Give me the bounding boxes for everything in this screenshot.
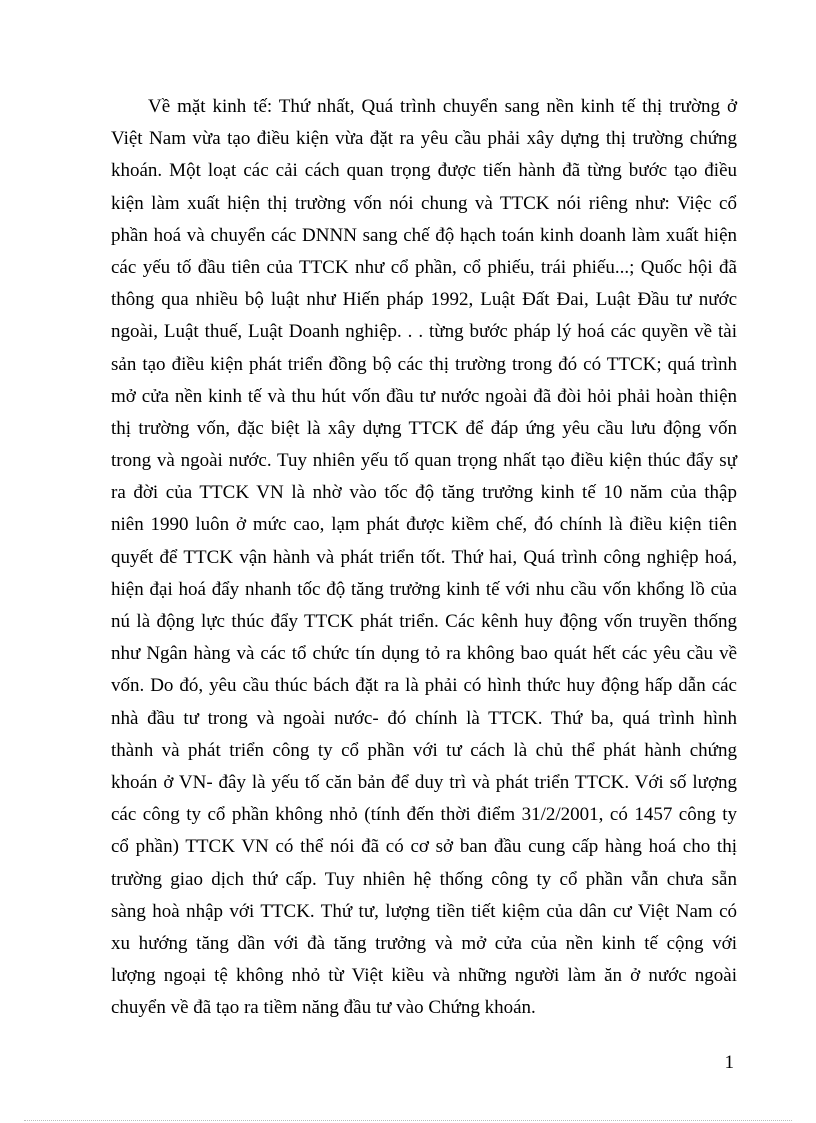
paragraph-line: mở cửa nền kinh tế và thu hút vốn đầu tư nước ngoài đã đòi hỏi phải hoàn thiện (111, 385, 737, 407)
paragraph-line: hiện đại hoá đẩy nhanh tốc độ tăng trưởng kinh tế với nhu cầu vốn khổng lồ của (111, 578, 737, 600)
body-paragraph (111, 91, 737, 1024)
paragraph-line: các công ty cổ phần không nhỏ (tính đến thời điểm 31/2/2001, có 1457 công ty (111, 804, 737, 826)
paragraph-line: trong và ngoài nước. Tuy nhiên yếu tố quan trọng nhất tạo điều kiện thúc đẩy sự (111, 450, 737, 472)
paragraph-line: lượng ngoại tệ không nhỏ từ Việt kiều và những người làm ăn ở nước ngoài (111, 965, 737, 987)
paragraph-line: nhà đầu tư trong và ngoài nước- đó chính là TTCK. Thứ ba, quá trình hình (111, 707, 737, 729)
paragraph-line: sản tạo điều kiện phát triển đồng bộ các thị trường trong đó có TTCK; quá trình (111, 353, 737, 375)
paragraph-line: ra đời của TTCK VN là nhờ vào tốc độ tăng trưởng kinh tế 10 năm của thập (111, 482, 737, 504)
paragraph-line: như Ngân hàng và các tổ chức tín dụng tỏ ra không bao quát hết các yêu cầu về (111, 643, 737, 665)
paragraph-line: chuyển về đã tạo ra tiềm năng đầu tư vào Chứng khoán. (111, 997, 536, 1019)
paragraph-line: xu hướng tăng dần với đà tăng trưởng và mở cửa của nền kinh tế cộng với (111, 932, 737, 954)
page-bottom-divider (24, 1120, 792, 1121)
paragraph-line: vốn. Do đó, yêu cầu thúc bách đặt ra là phải có hình thức huy động hấp dẫn các (111, 675, 737, 697)
paragraph-line: khoán ở VN- đây là yếu tố căn bản để duy trì và phát triển TTCK. Với số lượng (111, 771, 737, 793)
paragraph-line: khoán. Một loạt các cải cách quan trọng được tiến hành đã từng bước tạo điều (111, 160, 737, 182)
paragraph-line: thành và phát triển công ty cổ phần với tư cách là chủ thể phát hành chứng (111, 739, 737, 761)
paragraph-line: sàng hoà nhập với TTCK. Thứ tư, lượng tiền tiết kiệm của dân cư Việt Nam có (111, 900, 737, 922)
paragraph-line: Việt Nam vừa tạo điều kiện vừa đặt ra yêu cầu phải xây dựng thị trường chứng (111, 128, 737, 150)
paragraph-line: nú là động lực thúc đẩy TTCK phát triển. Các kênh huy động vốn truyền thống (111, 611, 737, 632)
paragraph-line: thông qua nhiều bộ luật như Hiến pháp 1992, Luật Đất Đai, Luật Đầu tư nước (111, 289, 737, 311)
paragraph-line: các yếu tố đầu tiên của TTCK như cổ phần, cổ phiếu, trái phiếu...; Quốc hội đã (111, 256, 737, 278)
paragraph-line: phần hoá và chuyển các DNNN sang chế độ hạch toán kinh doanh làm xuất hiện (111, 224, 737, 246)
paragraph-line: niên 1990 luôn ở mức cao, lạm phát được kiềm chế, đó chính là điều kiện tiên (111, 514, 737, 536)
paragraph-line: quyết để TTCK vận hành và phát triển tốt. Thứ hai, Quá trình công nghiệp hoá, (111, 546, 737, 568)
page-number: 1 (724, 1052, 734, 1073)
paragraph-line: ngoài, Luật thuế, Luật Doanh nghiệp. . . từng bước pháp lý hoá các quyền về tài (111, 321, 737, 343)
paragraph-line: Về mặt kinh tế: Thứ nhất, Quá trình chuyển sang nền kinh tế thị trường ở (148, 96, 737, 117)
paragraph-line: kiện làm xuất hiện thị trường vốn nói chung và TTCK nói riêng như: Việc cổ (111, 192, 737, 214)
paragraph-line: trường giao dịch thứ cấp. Tuy nhiên hệ thống công ty cổ phần vẫn chưa sẵn (111, 868, 737, 890)
paragraph-line: cổ phần) TTCK VN có thể nói đã có cơ sở ban đầu cung cấp hàng hoá cho thị (111, 836, 737, 858)
paragraph-line: thị trường vốn, đặc biệt là xây dựng TTCK để đáp ứng yêu cầu lưu động vốn (111, 417, 737, 439)
